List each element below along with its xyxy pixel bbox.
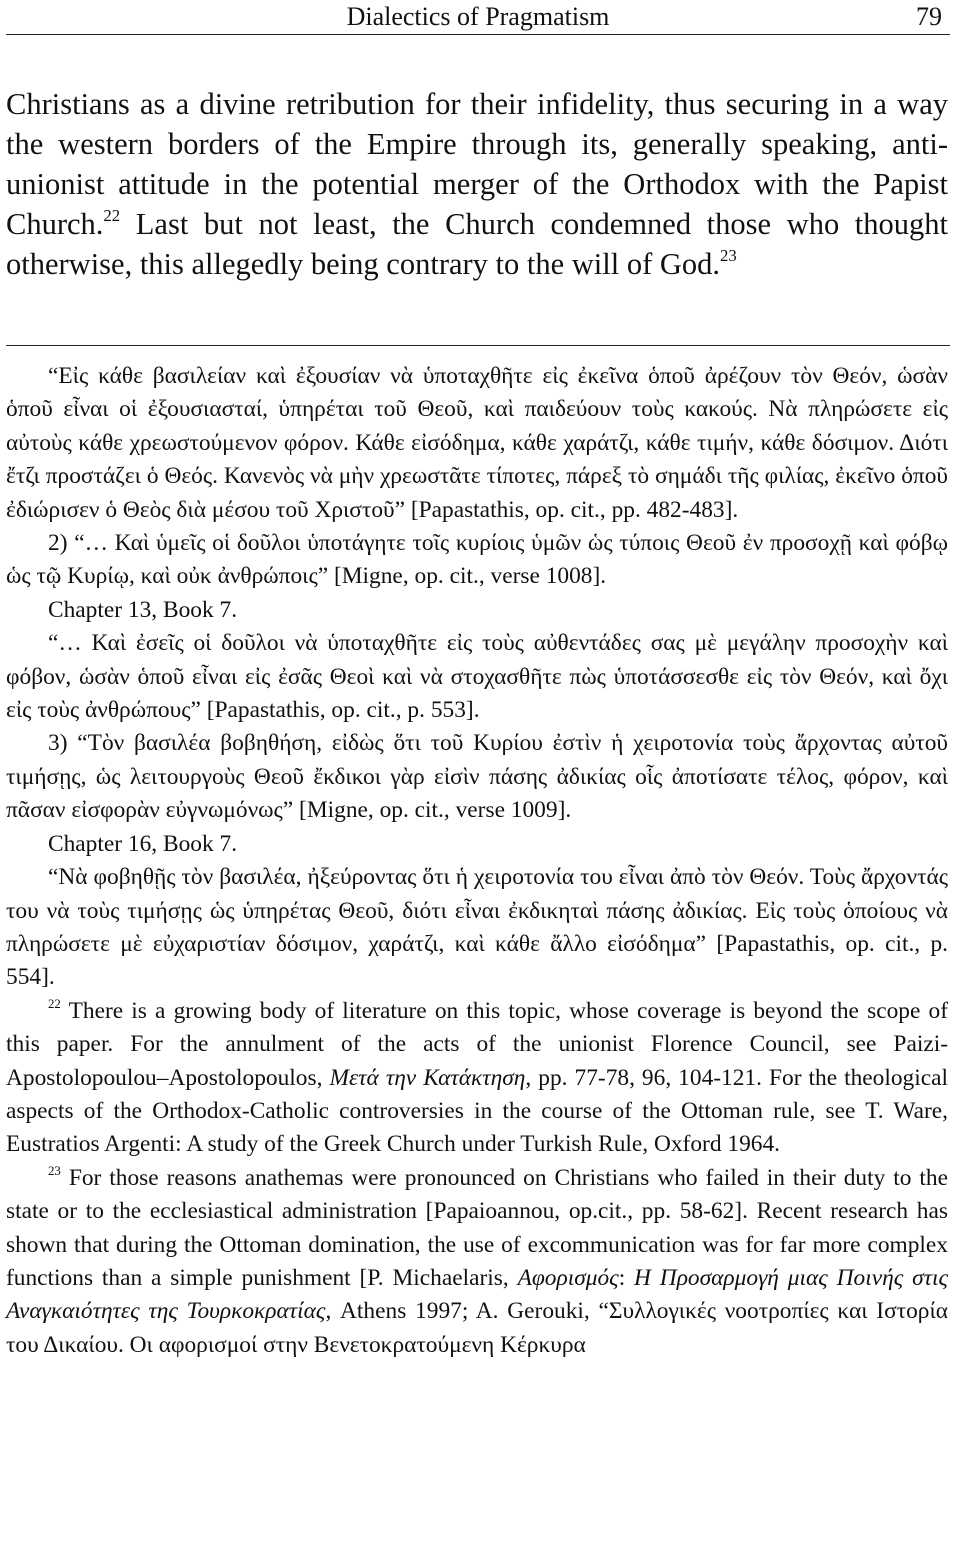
body-text-a: Christians as a divine retribution for their infidelity, thus securing in a way the western borders of the Empire through its, generally speaking, anti-unionist attitude in the potential merger of the Orthodox with the Papist Church. bbox=[6, 87, 948, 241]
chapter-heading-2: Chapter 16, Book 7. bbox=[48, 830, 238, 857]
footnote-23-title-1: Αφορισμός bbox=[517, 1264, 619, 1291]
footnote-23 bbox=[6, 1162, 948, 1362]
footnote-number-22: 22 bbox=[48, 996, 61, 1011]
footnotes bbox=[6, 360, 948, 1362]
body-text-b: Last but not least, the Church condemned those who thought otherwise, this allegedly being contrary to the will of God. bbox=[6, 207, 948, 281]
footnote-23-colon: : bbox=[618, 1264, 635, 1291]
quote-3: “… Καὶ ἐσεῖς οἱ δοῦλοι νὰ ὑποταχθῆτε εἰς τοὺς αὐθεντάδες σας μὲ μεγάλην προσοχὴν καὶ φόβον, ὡσὰν ὁποῦ εἶναι εἰς ἐσᾶς Θεοὶ καὶ νὰ στοχασθῆτε πὼς ὑποτάσσεσθε εἰς τὸν Θεόν, καὶ ὄχι εἰς τοὺς ἀνθρώπους” [Papastathis, op. cit., p. 553]. bbox=[6, 630, 948, 724]
quote-2: 2) “… Καὶ ὑμεῖς οἱ δοῦλοι ὑποτάγητε τοῖς κυρίοις ὑμῶν ὡς τύποις Θεοῦ ἐν προσοχῇ καὶ φόβῳ ὡς τῷ Κυρίῳ, καὶ οὐκ ἀνθρώποις” [Migne, op. cit., verse 1008]. bbox=[6, 530, 948, 590]
quote-5: “Νὰ φοβηθῇς τὸν βασιλέα, ἠξεύροντας ὅτι ἡ χειροτονία του εἶναι ἀπὸ τὸν Θεόν. Τοὺς ἄρχοντάς του νὰ τοὺς τιμήσῃς ὡς ὑπηρέτας Θεοῦ, διότι εἶναι ἐκδικηταὶ πάσης ἀδικίας. Εἰς τοὺς ὁποίους νὰ πληρώσετε μὲ εὐχαριστίαν δόσιμον, χαράτζι, καὶ κάθε ἄλλο εἰσόδημα” [Papastathis, op. cit., p. 554]. bbox=[6, 864, 948, 991]
footnote-22-text-a: There is a growing body of literature on this topic, whose coverage is beyond the scope of this paper. For the annulment of the acts of the unionist Florence Council, see Paizi-Apostolopoulou–Apostolopoulos, bbox=[6, 997, 948, 1091]
footnote-ref-23[interactable]: 23 bbox=[720, 245, 737, 265]
footnote-23-text-a: For those reasons anathemas were pronounced on Christians who failed in their duty to the state or to the ecclesiastical administration [Papaioannou, op.cit., pp. 58-62]. Recent research has shown that during the Ottoman domination, the use of excommunication was for far more complex functions than a simple punishment [P. Michaelaris, bbox=[6, 1164, 948, 1291]
running-header bbox=[6, 0, 950, 35]
quote-4: 3) “Τὸν βασιλέα βοβηθήση, εἰδὼς ὅτι τοῦ Κυρίου ἐστὶν ἡ χειροτονία τοὺς ἄρχοντας αὐτοῦ τιμήσῃς, ὡς λειτουργοὺς Θεοῦ ἔκδικοι γὰρ εἰσὶν πάσης ἀδικίας οἷς ἀποτίσατε τέλος, φόρον, καὶ πᾶσαν εἰσφορὰν εὐγνωμόνως” [Migne, op. cit., verse 1009]. bbox=[6, 730, 948, 824]
footnote-22-text-b: , pp. 77-78, 96, 104-121. For the theological aspects of the Orthodox-Catholic controversies in the course of the Ottoman rule, see T. Ware, Eustratios Argenti: A study of the Greek Church under Turkish Rule, Oxford 1964. bbox=[6, 1064, 949, 1158]
footnote-separator bbox=[6, 345, 950, 346]
quote-1: “Εἰς κάθε βασιλείαν καὶ ἐξουσίαν νὰ ὑποταχθῆτε εἰς ἐκεῖνα ὁποῦ ἀρέζουν τὸν Θεόν, ὡσὰν ὁποῦ εἶναι οἱ ἐξουσιασταί, ὑπηρέται τοῦ Θεοῦ, καὶ παιδεύουν τοὺς κακούς. Νὰ πληρώσετε εἰς αὐτοὺς κάθε χρεωστούμενον φόρον. Κάθε εἰσόδημα, κάθε χαράτζι, κάθε τιμήν, κάθε δόσιμον. Διότι ἔτζι προστάζει ὁ Θεός. Κανενὸς νὰ μὴν χρεωστᾶτε τίποτες, πάρεξ τὸ σημάδι τῆς φιλίας, ἐκεῖνο ὁποῦ ἐδιώρισεν ὁ Θεὸς διὰ μέσου τοῦ Χριστοῦ” [Papastathis, op. cit., pp. 482-483]. bbox=[6, 363, 948, 523]
footnote-23-title-2: Η Προσαρμογή μιας Ποινής στις Αναγκαιότητες της Τουρκοκρατίας bbox=[6, 1264, 948, 1325]
footnote-23-text-b: , Athens 1997; A. Gerouki, “Συλλογικές νοοτροπίες και Ιστορία του Δικαίου. Οι αφορισμοί στην Βενετοκρατούμενη Κέρκυρα bbox=[6, 1298, 948, 1358]
footnote-22-book-title: Μετά την Κατάκτηση bbox=[329, 1064, 526, 1091]
footnote-number-23: 23 bbox=[48, 1163, 61, 1178]
main-text bbox=[6, 84, 948, 284]
body-paragraph bbox=[6, 84, 948, 284]
page-number: 79 bbox=[916, 2, 942, 31]
footnote-22 bbox=[6, 995, 948, 1162]
chapter-heading-1: Chapter 13, Book 7. bbox=[48, 596, 238, 623]
footnote-ref-22[interactable]: 22 bbox=[103, 205, 121, 225]
running-title: Dialectics of Pragmatism bbox=[346, 2, 610, 31]
